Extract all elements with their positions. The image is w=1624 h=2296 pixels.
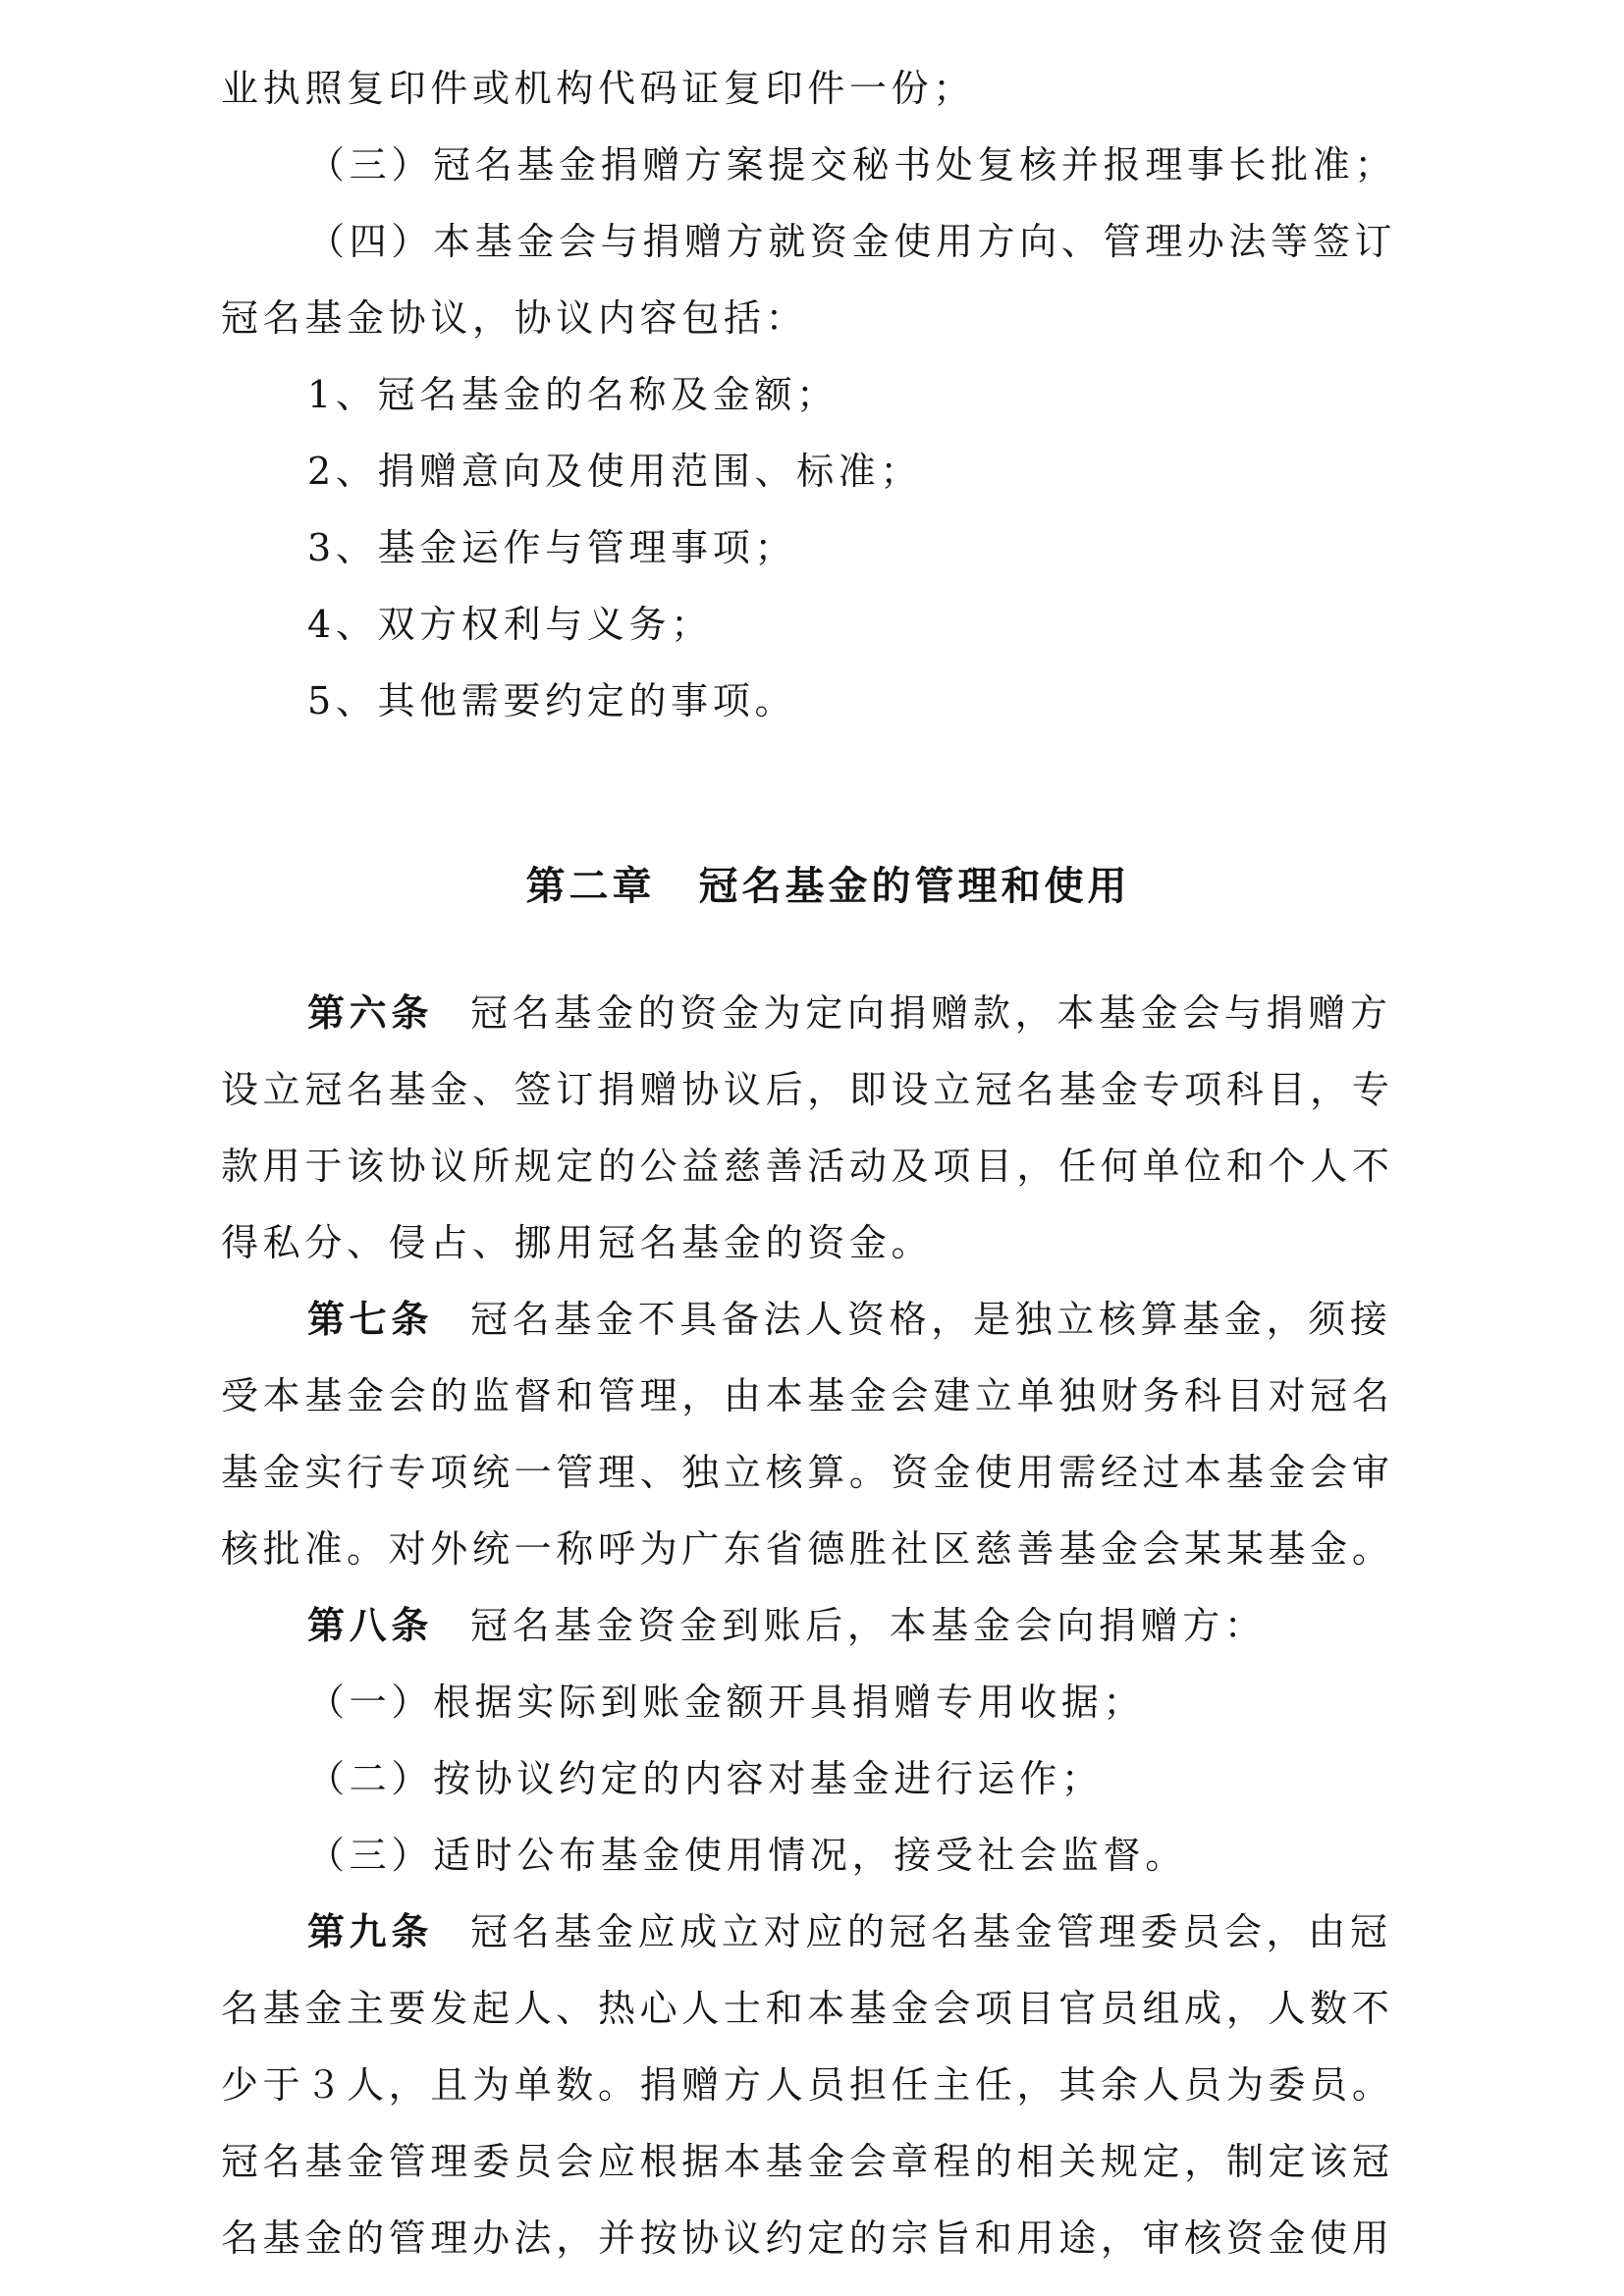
- sub-item: 1、冠名基金的名称及金额；: [307, 373, 839, 416]
- article-line: [221, 1281, 1435, 1358]
- article-text: 冠名基金应成立对应的冠名基金管理委员会，由冠: [469, 1910, 1392, 1953]
- article-line: 名基金主要发起人、热心人士和本基金会项目官员组成，人数不: [221, 1987, 1394, 2030]
- list-item: [0, 127, 1624, 203]
- continued-line: 业执照复印件或机构代码证复印件一份；: [221, 67, 975, 110]
- article-line: 核批准。对外统一称呼为广东省德胜社区慈善基金会某某基金。: [221, 1527, 1394, 1571]
- article-line: 得私分、侵占、挪用冠名基金的资金。: [221, 1221, 934, 1264]
- article-item: （三）适时公布基金使用情况，接受社会监督。: [307, 1834, 1187, 1877]
- sub-item: 4、双方权利与义务；: [307, 603, 713, 646]
- sub-item-list: [0, 356, 1624, 739]
- chapter-heading: 第二章 冠名基金的管理和使用: [525, 864, 1131, 909]
- sub-item: 3、基金运作与管理事项；: [307, 526, 797, 569]
- article-line: 基金实行专项统一管理、独立核算。资金使用需经过本基金会审: [221, 1451, 1394, 1494]
- article: [0, 1894, 1624, 2276]
- sub-item: 5、其他需要约定的事项。: [307, 679, 797, 722]
- article-line: [221, 975, 1435, 1051]
- article-line: [221, 1894, 1435, 1970]
- list-item-line: （四）本基金会与捐赠方就资金使用方向、管理办法等签订: [307, 220, 1397, 263]
- article-text: 冠名基金资金到账后，本基金会向捐赠方：: [469, 1604, 1267, 1647]
- list-item-line: （三）冠名基金捐赠方案提交秘书处复核并报理事长批准；: [307, 143, 1397, 187]
- article-line: 少于３人，且为单数。捐赠方人员担任主任，其余人员为委员。: [221, 2063, 1394, 2107]
- article-label: 第九条: [307, 1910, 433, 1953]
- article: [0, 1281, 1624, 1587]
- article-label: 第八条: [307, 1604, 433, 1647]
- article-item: （一）根据实际到账金额开具捐赠专用收据；: [307, 1681, 1146, 1724]
- sub-item: 2、捐赠意向及使用范围、标准；: [307, 450, 923, 493]
- article-line: 受本基金会的监督和管理，由本基金会建立单独财务科目对冠名: [221, 1374, 1394, 1417]
- article-line: 名基金的管理办法，并按协议约定的宗旨和用途，审核资金使用: [221, 2216, 1394, 2260]
- article-line: 冠名基金管理委员会应根据本基金会章程的相关规定，制定该冠: [221, 2140, 1394, 2183]
- article-line: [221, 1587, 1435, 1664]
- article-item: （二）按协议约定的内容对基金进行运作；: [307, 1757, 1104, 1800]
- article-label: 第六条: [307, 991, 433, 1035]
- list-item: [0, 203, 1624, 356]
- article-text: 冠名基金的资金为定向捐赠款，本基金会与捐赠方: [469, 991, 1392, 1035]
- article-label: 第七条: [307, 1298, 433, 1341]
- article-line: 设立冠名基金、签订捐赠协议后，即设立冠名基金专项科目，专: [221, 1068, 1394, 1111]
- article: [0, 975, 1624, 1281]
- article-text: 冠名基金不具备法人资格，是独立核算基金，须接: [469, 1298, 1392, 1341]
- list-item-line: 冠名基金协议，协议内容包括：: [221, 296, 808, 340]
- article-line: 款用于该协议所规定的公益慈善活动及项目，任何单位和个人不: [221, 1145, 1394, 1188]
- article: [0, 1587, 1624, 1894]
